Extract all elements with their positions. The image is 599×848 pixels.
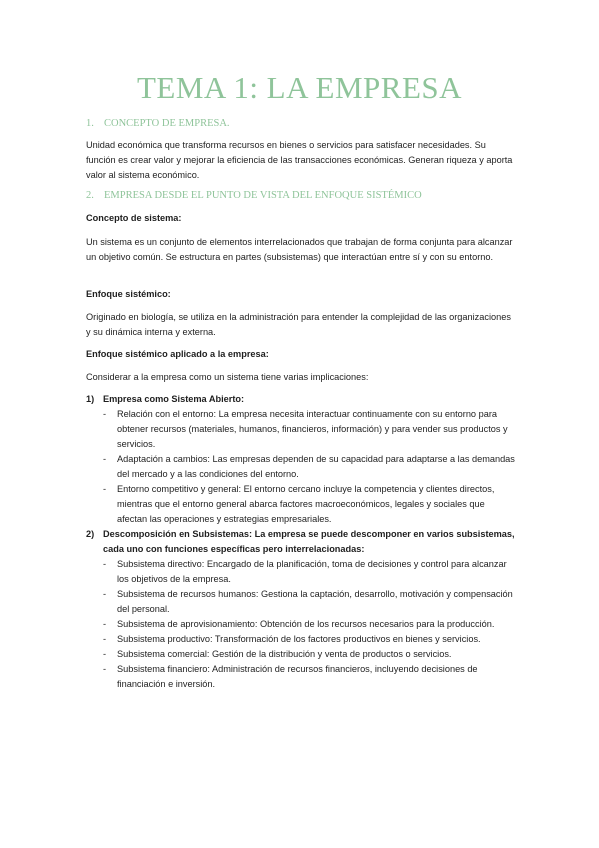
list-2-items xyxy=(86,557,516,692)
list-item: - Adaptación a cambios: Las empresas dependen de su capacidad para adaptarse a las demandas del mercado y a las condiciones del entorno. xyxy=(86,452,516,482)
list-item: - Subsistema comercial: Gestión de la distribución y venta de productos o servicios. xyxy=(86,647,516,662)
list-item: - Subsistema de recursos humanos: Gestiona la captación, desarrollo, motivación y compensación del personal. xyxy=(86,587,516,617)
list-1-heading xyxy=(86,392,516,407)
list-2-heading xyxy=(86,527,516,557)
list-1-heading-text: Empresa como Sistema Abierto: xyxy=(103,394,245,404)
section-1-body: Unidad económica que transforma recursos en bienes o servicios para satisfacer necesidades. Su función es crear valor y mejorar la eficiencia de las transacciones económicas. Generan riqueza y aporta valor al sistema económico. xyxy=(86,140,513,180)
list-1-number: 1) xyxy=(86,394,95,404)
enfoque-sistemico-title: Enfoque sistémico: xyxy=(86,289,171,299)
concepto-sistema-title: Concepto de sistema: xyxy=(86,213,182,223)
list-item: - Entorno competitivo y general: El entorno cercano incluye la competencia y clientes directos, mientras que el entorno general abarca factores macroeconómicos, legales y sociales que afectan las operaciones y estrategias empresariales. xyxy=(86,482,516,527)
list-1-items xyxy=(86,407,516,527)
section-1-number: 1. xyxy=(86,118,94,129)
list-item: - Subsistema directivo: Encargado de la planificación, toma de decisiones y control para alcanzar los objetivos de la empresa. xyxy=(86,557,516,587)
enfoque-aplicado-body: Considerar a la empresa como un sistema tiene varias implicaciones: xyxy=(86,372,369,382)
section-2-heading-text: EMPRESA DESDE EL PUNTO DE VISTA DEL ENFOQUE SISTÉMICO xyxy=(104,190,422,201)
section-2-heading xyxy=(86,190,422,201)
document-title: TEMA 1: LA EMPRESA xyxy=(136,70,463,105)
section-1-heading-text: CONCEPTO DE EMPRESA. xyxy=(104,118,230,129)
enfoque-aplicado-title: Enfoque sistémico aplicado a la empresa: xyxy=(86,349,269,359)
section-2-number: 2. xyxy=(86,190,94,201)
list-item: - Subsistema financiero: Administración de recursos financieros, incluyendo decisiones de financiación e inversión. xyxy=(86,662,516,692)
enfoque-sistemico-body: Originado en biología, se utiliza en la administración para entender la complejidad de las organizaciones y su dinámica interna y externa. xyxy=(86,312,511,337)
implicaciones-list xyxy=(86,392,516,692)
list-item: - Relación con el entorno: La empresa necesita interactuar continuamente con su entorno para obtener recursos (materiales, humanos, financieros, información) y para vender sus productos y servicios. xyxy=(86,407,516,452)
list-item: - Subsistema productivo: Transformación de los factores productivos en bienes y servicios. xyxy=(86,632,516,647)
list-2-heading-text: Descomposición en Subsistemas: La empresa se puede descomponer en varios subsistemas, cada uno con funciones específicas pero interrelacionadas: xyxy=(103,529,515,554)
concepto-sistema-body: Un sistema es un conjunto de elementos interrelacionados que trabajan de forma conjunta para alcanzar un objetivo común. Se estructura en partes (subsistemas) que interactúan entre sí y con su entorno. xyxy=(86,237,513,262)
list-2-number: 2) xyxy=(86,529,95,539)
list-item: - Subsistema de aprovisionamiento: Obtención de los recursos necesarios para la producción. xyxy=(86,617,516,632)
section-1-heading xyxy=(86,118,230,129)
